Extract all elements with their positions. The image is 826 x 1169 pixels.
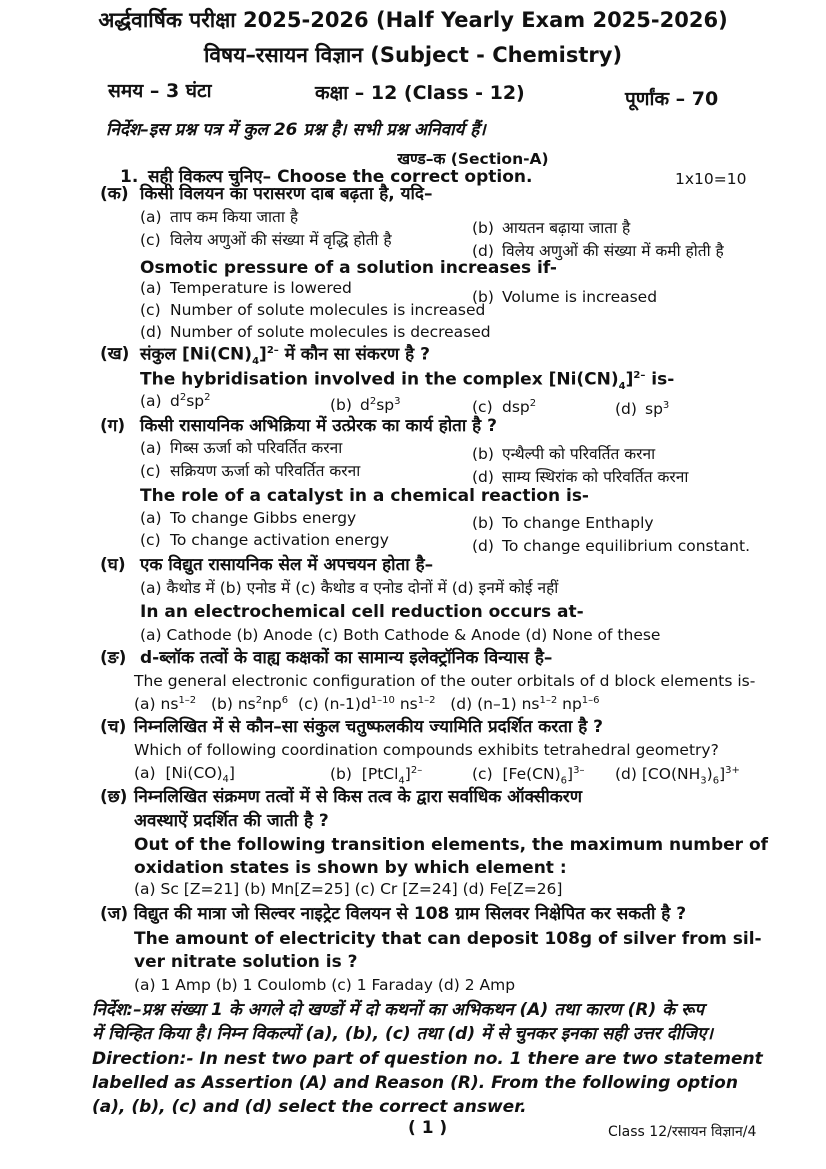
- qe-english: The general electronic configuration of the outer orbitals of d block elements is-: [134, 672, 756, 690]
- qc-tag: (ग): [100, 416, 126, 436]
- qc-hi-opt-d: (d) साम्य स्थिरांक को परिवर्तित करना: [472, 468, 689, 486]
- direction-hindi-2: में चिन्हित किया है। निम्न विकल्पों (a), (b), (c) तथा (d) में से चुनकर इनका सही उत्तर दीजिए।: [92, 1024, 713, 1044]
- qh-english-1: The amount of electricity that can deposit 108g of silver from sil-: [134, 929, 762, 949]
- qa-hi-opt-b: (b) आयतन बढ़ाया जाता है: [472, 219, 631, 237]
- exam-title: अर्द्धवार्षिक परीक्षा 2025-2026 (Half Yearly Exam 2025-2026): [98, 8, 728, 32]
- qc-en-opt-b: (b) To change Enthaply: [472, 514, 654, 532]
- qa-en-opt-d: (d) Number of solute molecules is decreased: [140, 323, 491, 341]
- qf-tag: (च): [100, 717, 127, 737]
- qc-hi-opt-c: (c) सक्रियण ऊर्जा को परिवर्तित करना: [140, 462, 361, 480]
- instruction-line: निर्देश–इस प्रश्न पत्र में कुल 26 प्रश्न है। सभी प्रश्न अनिवार्य हैं।: [106, 120, 486, 140]
- qf-opt-d: (d) $[CO(NH_3)_6]^{3+}$: [615, 765, 740, 787]
- qa-en-opt-b: (b) Volume is increased: [472, 288, 658, 306]
- time-label: समय – 3 घंटा: [108, 80, 212, 102]
- qe-options: (a) $ns^{1-2}$ (b) $ns^2np^6$ (c) $(n-1)d^{1-10}$ $ns^{1-2}$ (d) (n–1) $ns^{1-2}$ $np^{1-6}$: [134, 695, 600, 714]
- qg-english-2: oxidation states is shown by which element :: [134, 858, 567, 878]
- subject-title: विषय–रसायन विज्ञान (Subject - Chemistry): [203, 43, 623, 67]
- qa-en-opt-a: (a) Temperature is lowered: [140, 279, 352, 297]
- qc-hi-opt-b: (b) एन्थैल्पी को परिवर्तित करना: [472, 445, 656, 463]
- q1-marks: 1x10=10: [675, 170, 747, 188]
- qb-opt-a: (a) $d^2sp^2$: [140, 392, 211, 411]
- q1-number: 1.: [120, 167, 139, 187]
- class-label: कक्षा – 12 (Class - 12): [315, 82, 525, 104]
- qa-hi-opt-c: (c) विलेय अणुओं की संख्या में वृद्धि होती है: [140, 231, 392, 249]
- qd-tag: (घ): [100, 555, 126, 575]
- qb-opt-c: (c) dsp$^2$: [472, 398, 537, 417]
- qc-en-opt-a: (a) To change Gibbs energy: [140, 509, 357, 527]
- qd-english: In an electrochemical cell reduction occurs at-: [140, 602, 584, 622]
- direction-english-2: labelled as Assertion (A) and Reason (R). From the following option: [92, 1073, 738, 1093]
- section-title: खण्ड–क (Section-A): [397, 150, 549, 168]
- qf-opt-c: (c) $[Fe(CN)_6]^{3-}$: [472, 765, 585, 787]
- max-marks: पूर्णांक – 70: [625, 88, 719, 110]
- qh-english-2: ver nitrate solution is ?: [134, 952, 358, 972]
- paper-code: Class 12/रसायन विज्ञान/4: [608, 1124, 757, 1140]
- qd-hindi: एक विद्युत रासायनिक सेल में अपचयन होता है–: [140, 555, 434, 575]
- qc-hi-opt-a: (a) गिब्स ऊर्जा को परिवर्तित करना: [140, 439, 343, 457]
- q1-title: सही विकल्प चुनिए– Choose the correct option.: [148, 167, 533, 187]
- qf-hindi: निम्नलिखित में से कौन–सा संकुल चतुष्फलकीय ज्यामिति प्रदर्शित करता है ?: [134, 717, 604, 737]
- qf-english: Which of following coordination compounds exhibits tetrahedral geometry?: [134, 741, 719, 759]
- qa-hi-opt-d: (d) विलेय अणुओं की संख्या में कमी होती है: [472, 242, 724, 260]
- qd-en-options: (a) Cathode (b) Anode (c) Both Cathode & Anode (d) None of these: [140, 626, 661, 644]
- qc-en-opt-c: (c) To change activation energy: [140, 531, 389, 549]
- qg-hindi-2: अवस्थाऐं प्रदर्शित की जाती है ?: [134, 811, 329, 831]
- qh-options: (a) 1 Amp (b) 1 Coulomb (c) 1 Faraday (d) 2 Amp: [134, 976, 516, 994]
- qa-english: Osmotic pressure of a solution increases if-: [140, 258, 557, 278]
- qa-en-opt-c: (c) Number of solute molecules is increased: [140, 301, 486, 319]
- page-number: ( 1 ): [408, 1118, 448, 1138]
- qf-opt-b: (b) [PtCl$_4$]$^{2-}$: [330, 765, 423, 787]
- qb-hindi: संकुल $[Ni(CN)_4]^{2-}$ में कौन सा संकरण है ?: [140, 344, 430, 368]
- qe-hindi: d-ब्लॉक तत्वों के वाह्य कक्षकों का सामान्य इलेक्ट्रॉनिक विन्यास है–: [140, 648, 553, 668]
- qh-hindi: विद्युत की मात्रा जो सिल्वर नाइट्रेट विलयन से 108 ग्राम सिलवर निक्षेपित कर सकती है ?: [134, 904, 687, 924]
- qb-english: The hybridisation involved in the complex $[Ni(CN)_4]^{2-}$ is-: [140, 369, 675, 393]
- qa-hi-opt-a: (a) ताप कम किया जाता है: [140, 208, 299, 226]
- qa-hindi: किसी विलयन का परासरण दाब बढ़ता है, यदि–: [140, 184, 433, 204]
- qg-tag: (छ): [100, 787, 128, 807]
- qc-english: The role of a catalyst in a chemical reaction is-: [140, 486, 589, 506]
- qb-tag: (ख): [100, 344, 130, 364]
- qg-hindi-1: निम्नलिखित संक्रमण तत्वों में से किस तत्व के द्वारा सर्वाधिक ऑक्सीकरण: [134, 787, 583, 807]
- qb-opt-d: (d) $sp^3$: [615, 400, 670, 419]
- qh-tag: (ज): [100, 904, 129, 924]
- qe-tag: (ङ): [100, 648, 127, 668]
- qc-hindi: किसी रासायनिक अभिक्रिया में उत्प्रेरक का कार्य होता है ?: [140, 416, 497, 436]
- qa-tag: (क): [100, 184, 129, 204]
- qg-english-1: Out of the following transition elements, the maximum number of: [134, 835, 769, 855]
- qc-en-opt-d: (d) To change equilibrium constant.: [472, 537, 751, 555]
- qf-opt-a: (a) $[Ni(CO)_4]$: [134, 764, 235, 786]
- qg-options: (a) Sc [Z=21] (b) Mn[Z=25] (c) Cr [Z=24] (d) Fe[Z=26]: [134, 880, 563, 898]
- qb-opt-b: (b) $d^2sp^3$: [330, 396, 401, 415]
- qd-hi-options: (a) कैथोड में (b) एनोड में (c) कैथोड व एनोड दोनों में (d) इनमें कोई नहीं: [140, 579, 559, 597]
- direction-hindi-1: निर्देश:–प्रश्न संख्या 1 के अगले दो खण्डों में दो कथनों का अभिकथन (A) तथा कारण (R) के रूप: [92, 1000, 705, 1020]
- direction-english-3: (a), (b), (c) and (d) select the correct answer.: [92, 1097, 527, 1117]
- direction-english-1: Direction:- In nest two part of question no. 1 there are two statement: [92, 1049, 763, 1069]
